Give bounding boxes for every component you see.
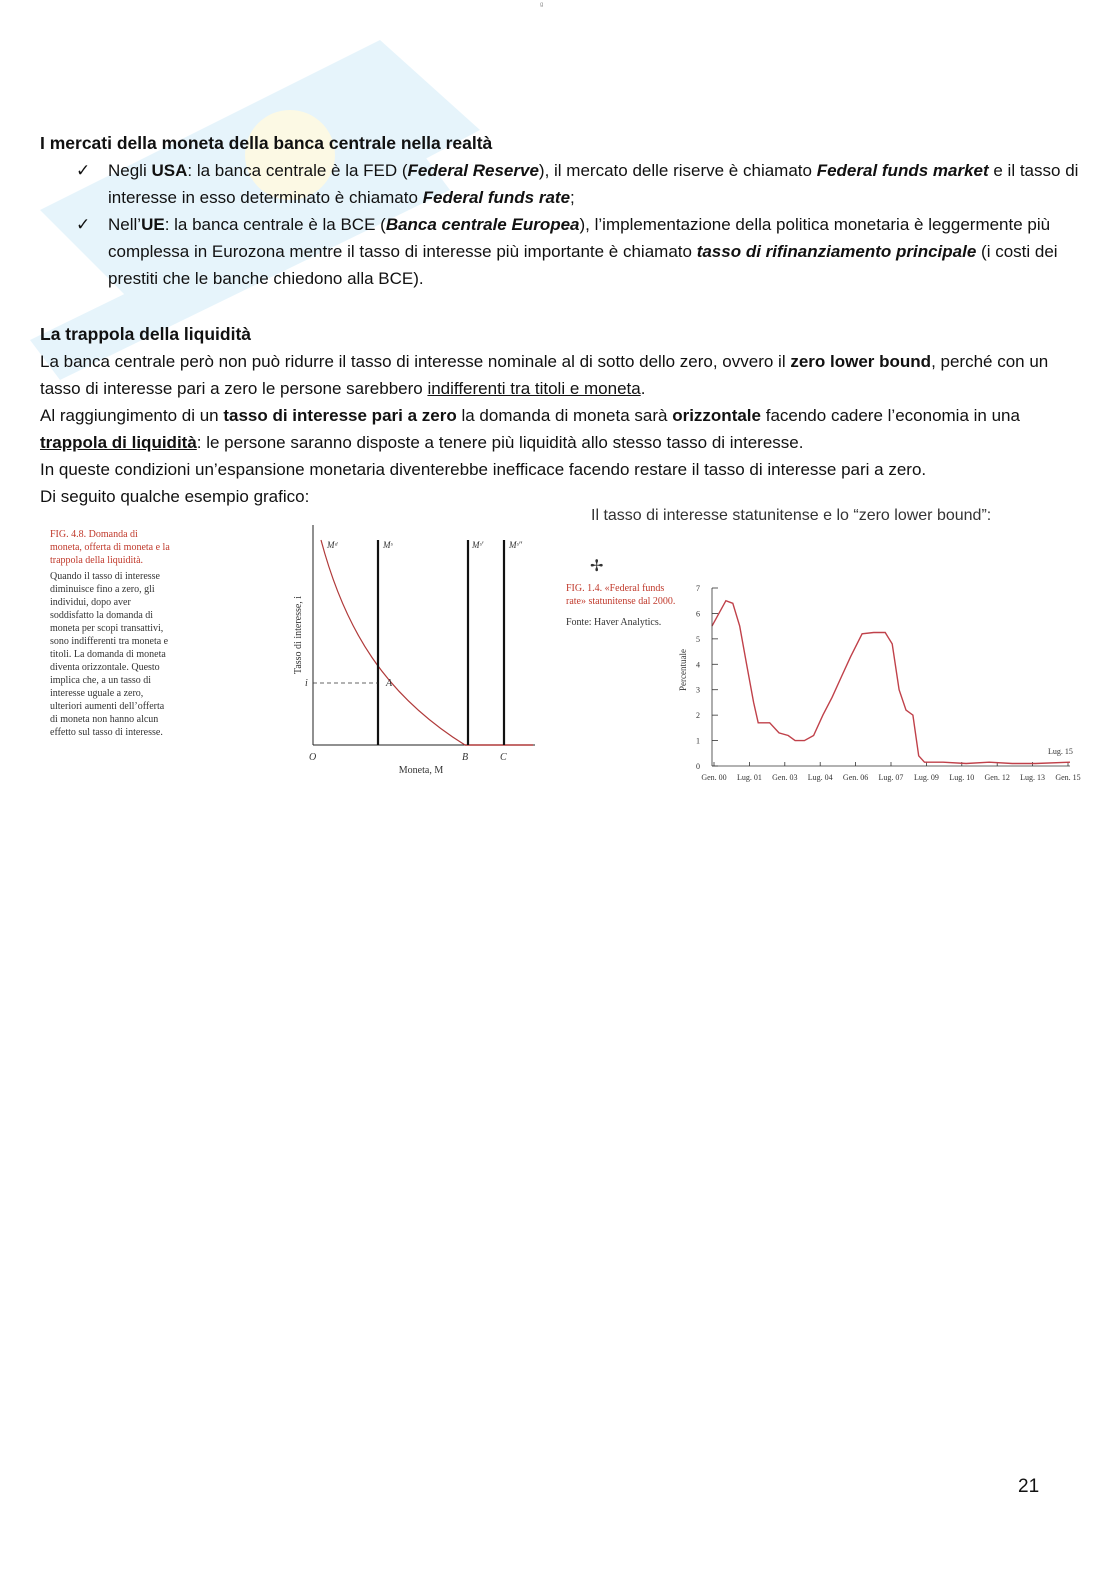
- text-span: (i costi dei prestiti che le banche chiedono alla BCE).: [108, 242, 1058, 288]
- y-tick-label: 1: [696, 736, 700, 746]
- chart-y-label: Percentuale: [678, 649, 688, 691]
- top-mark: ᵍ: [540, 0, 544, 10]
- text-span: .: [640, 379, 646, 398]
- y-tick-label: 4: [696, 660, 700, 670]
- text-span: Al raggiungimento di un: [40, 406, 224, 425]
- figure1-title: Domanda di moneta, offerta di moneta e la trappola della liquidità.: [50, 529, 170, 566]
- text-span: : la banca centrale è la FED (: [187, 161, 408, 180]
- bullet-list: [40, 157, 1080, 292]
- text-span: ), l’implementazione della politica monetaria è leggermente più complessa in Eurozona mentre il tasso di interesse più importante è chiamato: [108, 215, 1051, 261]
- money-demand-curve: [321, 540, 465, 745]
- bullet-ue: [40, 211, 1080, 292]
- section-liquidity-trap: [40, 321, 1080, 510]
- label-b: B: [462, 752, 469, 763]
- bold-italic-span: Federal funds market: [816, 161, 989, 180]
- label-a: A: [386, 678, 393, 689]
- y-tick-label: 7: [696, 584, 700, 593]
- bold-span: tasso di interesse pari a zero: [223, 406, 457, 425]
- figure1-label: FIG. 4.8.: [50, 529, 87, 540]
- y-axis-label: Tasso di interesse, i: [293, 595, 304, 675]
- label-ms-prime: Mˢ′: [472, 540, 484, 550]
- text-span: , perché con un tasso di interesse pari a zero le persone sarebbero: [40, 352, 1049, 398]
- figure1-diagram: [285, 520, 545, 785]
- bold-italic-span: Federal Reserve: [407, 161, 539, 180]
- figure1-caption: [50, 528, 170, 739]
- x-tick-label: Lug. 04: [807, 773, 833, 782]
- x-tick-label: Lug. 09: [913, 773, 939, 782]
- y-tick-label: 3: [696, 685, 700, 695]
- bold-italic-span: Banca centrale Europea: [385, 215, 580, 234]
- text-span: ), il mercato delle riserve è chiamato: [538, 161, 817, 180]
- figure1-body: Quando il tasso di interesse diminuisce fino a zero, gli individui, dopo aver soddisfatto la domanda di moneta per scopi transattivi, sono indifferenti tra moneta e titoli. La domanda di moneta diventa orizzontale. Questo implica che, a un tasso di interesse uguale a zero, ulteriori aumenti dell’offerta di moneta non hanno alcun effetto sul tasso di interesse.: [50, 571, 169, 738]
- label-o: O: [309, 752, 317, 763]
- text-span: Negli: [108, 161, 152, 180]
- page-number: 21: [1018, 1476, 1040, 1497]
- x-tick-label: Gen. 00: [701, 773, 727, 782]
- text-span: : le persone saranno disposte a tenere più liquidità allo stesso tasso di interesse.: [196, 433, 804, 452]
- chart-annotation: Lug. 15: [1048, 747, 1073, 756]
- y-tick-label: 6: [696, 609, 700, 619]
- text-span: Nell’: [108, 215, 142, 234]
- x-tick-label: Lug. 07: [878, 773, 904, 782]
- checkmark-icon: ✓: [76, 215, 91, 234]
- x-tick-label: Lug. 01: [736, 773, 762, 782]
- x-tick-label: Gen. 15: [1055, 773, 1081, 782]
- x-tick-label: Gen. 12: [984, 773, 1010, 782]
- bold-span: USA: [151, 161, 188, 180]
- label-ms: Mˢ: [383, 540, 393, 550]
- label-c: C: [500, 752, 507, 763]
- figure2-title: Il tasso di interesse statunitense e lo “zero lower bound”:: [591, 507, 992, 524]
- section-title-liquidity-trap: La trappola della liquidità: [40, 324, 251, 344]
- figure2-source: Fonte: Haver Analytics.: [566, 617, 662, 628]
- cursor-icon: ✢: [590, 558, 604, 575]
- underlined-span: indifferenti tra titoli e moneta: [427, 379, 641, 398]
- paragraph-zero-lower-bound: [40, 348, 1080, 402]
- bold-italic-span: tasso di rifinanziamento principale: [696, 242, 977, 261]
- paragraph-examples-intro: Di seguito qualche esempio grafico:: [40, 487, 310, 506]
- y-tick-label: 0: [696, 762, 700, 771]
- x-axis-label: Moneta, M: [398, 765, 444, 776]
- text-span: facendo cadere l’economia in una: [761, 406, 1020, 425]
- bold-span: orizzontale: [672, 406, 761, 425]
- federal-funds-rate-chart: [672, 578, 1082, 790]
- figure2-caption: FIG. 1.4. «Federal funds rate» statunitense dal 2000.: [566, 583, 676, 607]
- text-span: ;: [570, 188, 575, 207]
- bold-underlined-span: trappola di liquidità: [40, 433, 197, 452]
- bold-span: zero lower bound: [790, 352, 932, 371]
- bold-span: UE: [141, 215, 165, 234]
- text-span: e il tasso di interesse in esso determinato è chiamato: [108, 161, 1079, 207]
- x-tick-label: Lug. 13: [1020, 773, 1046, 782]
- bold-italic-span: Federal funds rate: [422, 188, 571, 207]
- checkmark-icon: ✓: [76, 161, 91, 180]
- section-title-markets: I mercati della moneta della banca centrale nella realtà: [40, 133, 493, 153]
- x-tick-label: Gen. 06: [842, 773, 869, 782]
- bullet-usa: [40, 157, 1080, 211]
- label-ms-second: Mˢ″: [509, 540, 523, 550]
- x-tick-label: Gen. 03: [772, 773, 798, 782]
- paragraph-horizontal-demand: [40, 402, 1080, 456]
- text-span: la domanda di moneta sarà: [456, 406, 673, 425]
- paragraph-ineffective-expansion: In queste condizioni un’espansione monetaria diventerebbe inefficace facendo restare il tasso di interesse pari a zero.: [40, 460, 927, 479]
- series-line-federal-funds-rate: [712, 601, 1070, 764]
- label-i: i: [305, 678, 308, 689]
- y-tick-label: 5: [696, 634, 700, 644]
- text-span: La banca centrale però non può ridurre il tasso di interesse nominale al di sotto dello zero, ovvero il: [40, 352, 791, 371]
- text-span: : la banca centrale è la BCE (: [164, 215, 386, 234]
- label-md: Mᵈ: [327, 540, 338, 550]
- section-central-bank-markets: [40, 130, 1080, 292]
- y-tick-label: 2: [696, 711, 700, 721]
- x-tick-label: Lug. 10: [949, 773, 975, 782]
